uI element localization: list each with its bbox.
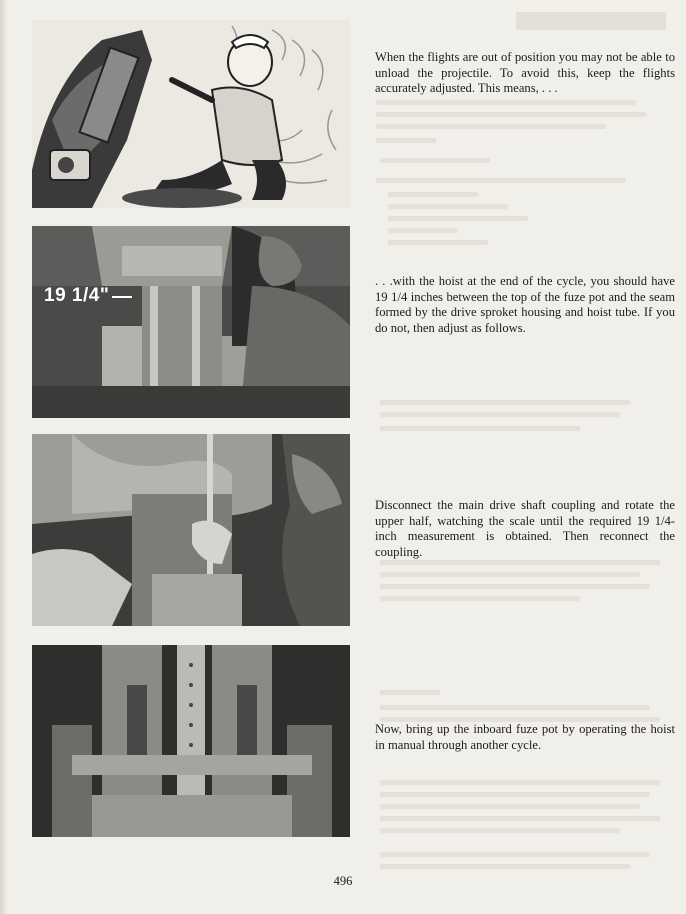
caption-fuze-pot: Now, bring up the inboard fuze pot by operating the hoist in manual through another cycle. (375, 722, 675, 752)
page-number: 496 (333, 874, 353, 888)
measurement-pointer (112, 296, 132, 298)
show-through-text (368, 0, 686, 914)
photo-coupling-adjustment (32, 434, 350, 626)
caption-hoist-measurement: . . .with the hoist at the end of the cycle, you should have 19 1/4 inches between the top of the fuze pot and the seam formed by the drive sproket housing and hoist tube. If you do not, then adjust as follows. (375, 274, 675, 335)
cartoon-illustration (32, 20, 350, 208)
measurement-callout: 19 1/4" (44, 285, 110, 306)
caption-flights-adjusted: When the flights are out of position you may not be able to unload the projectile. To avoid this, keep the flights accurately adjusted. This means, . . . (375, 50, 675, 95)
page-binding-edge (0, 0, 8, 914)
caption-coupling-adjustment: Disconnect the main drive shaft coupling and rotate the upper half, watching the scale until the required 19 1/4-inch measurement is obtained. Then reconnect the coupling. (375, 498, 675, 559)
photo-hoist-measurement (32, 226, 350, 418)
photo-fuze-pot (32, 645, 350, 837)
